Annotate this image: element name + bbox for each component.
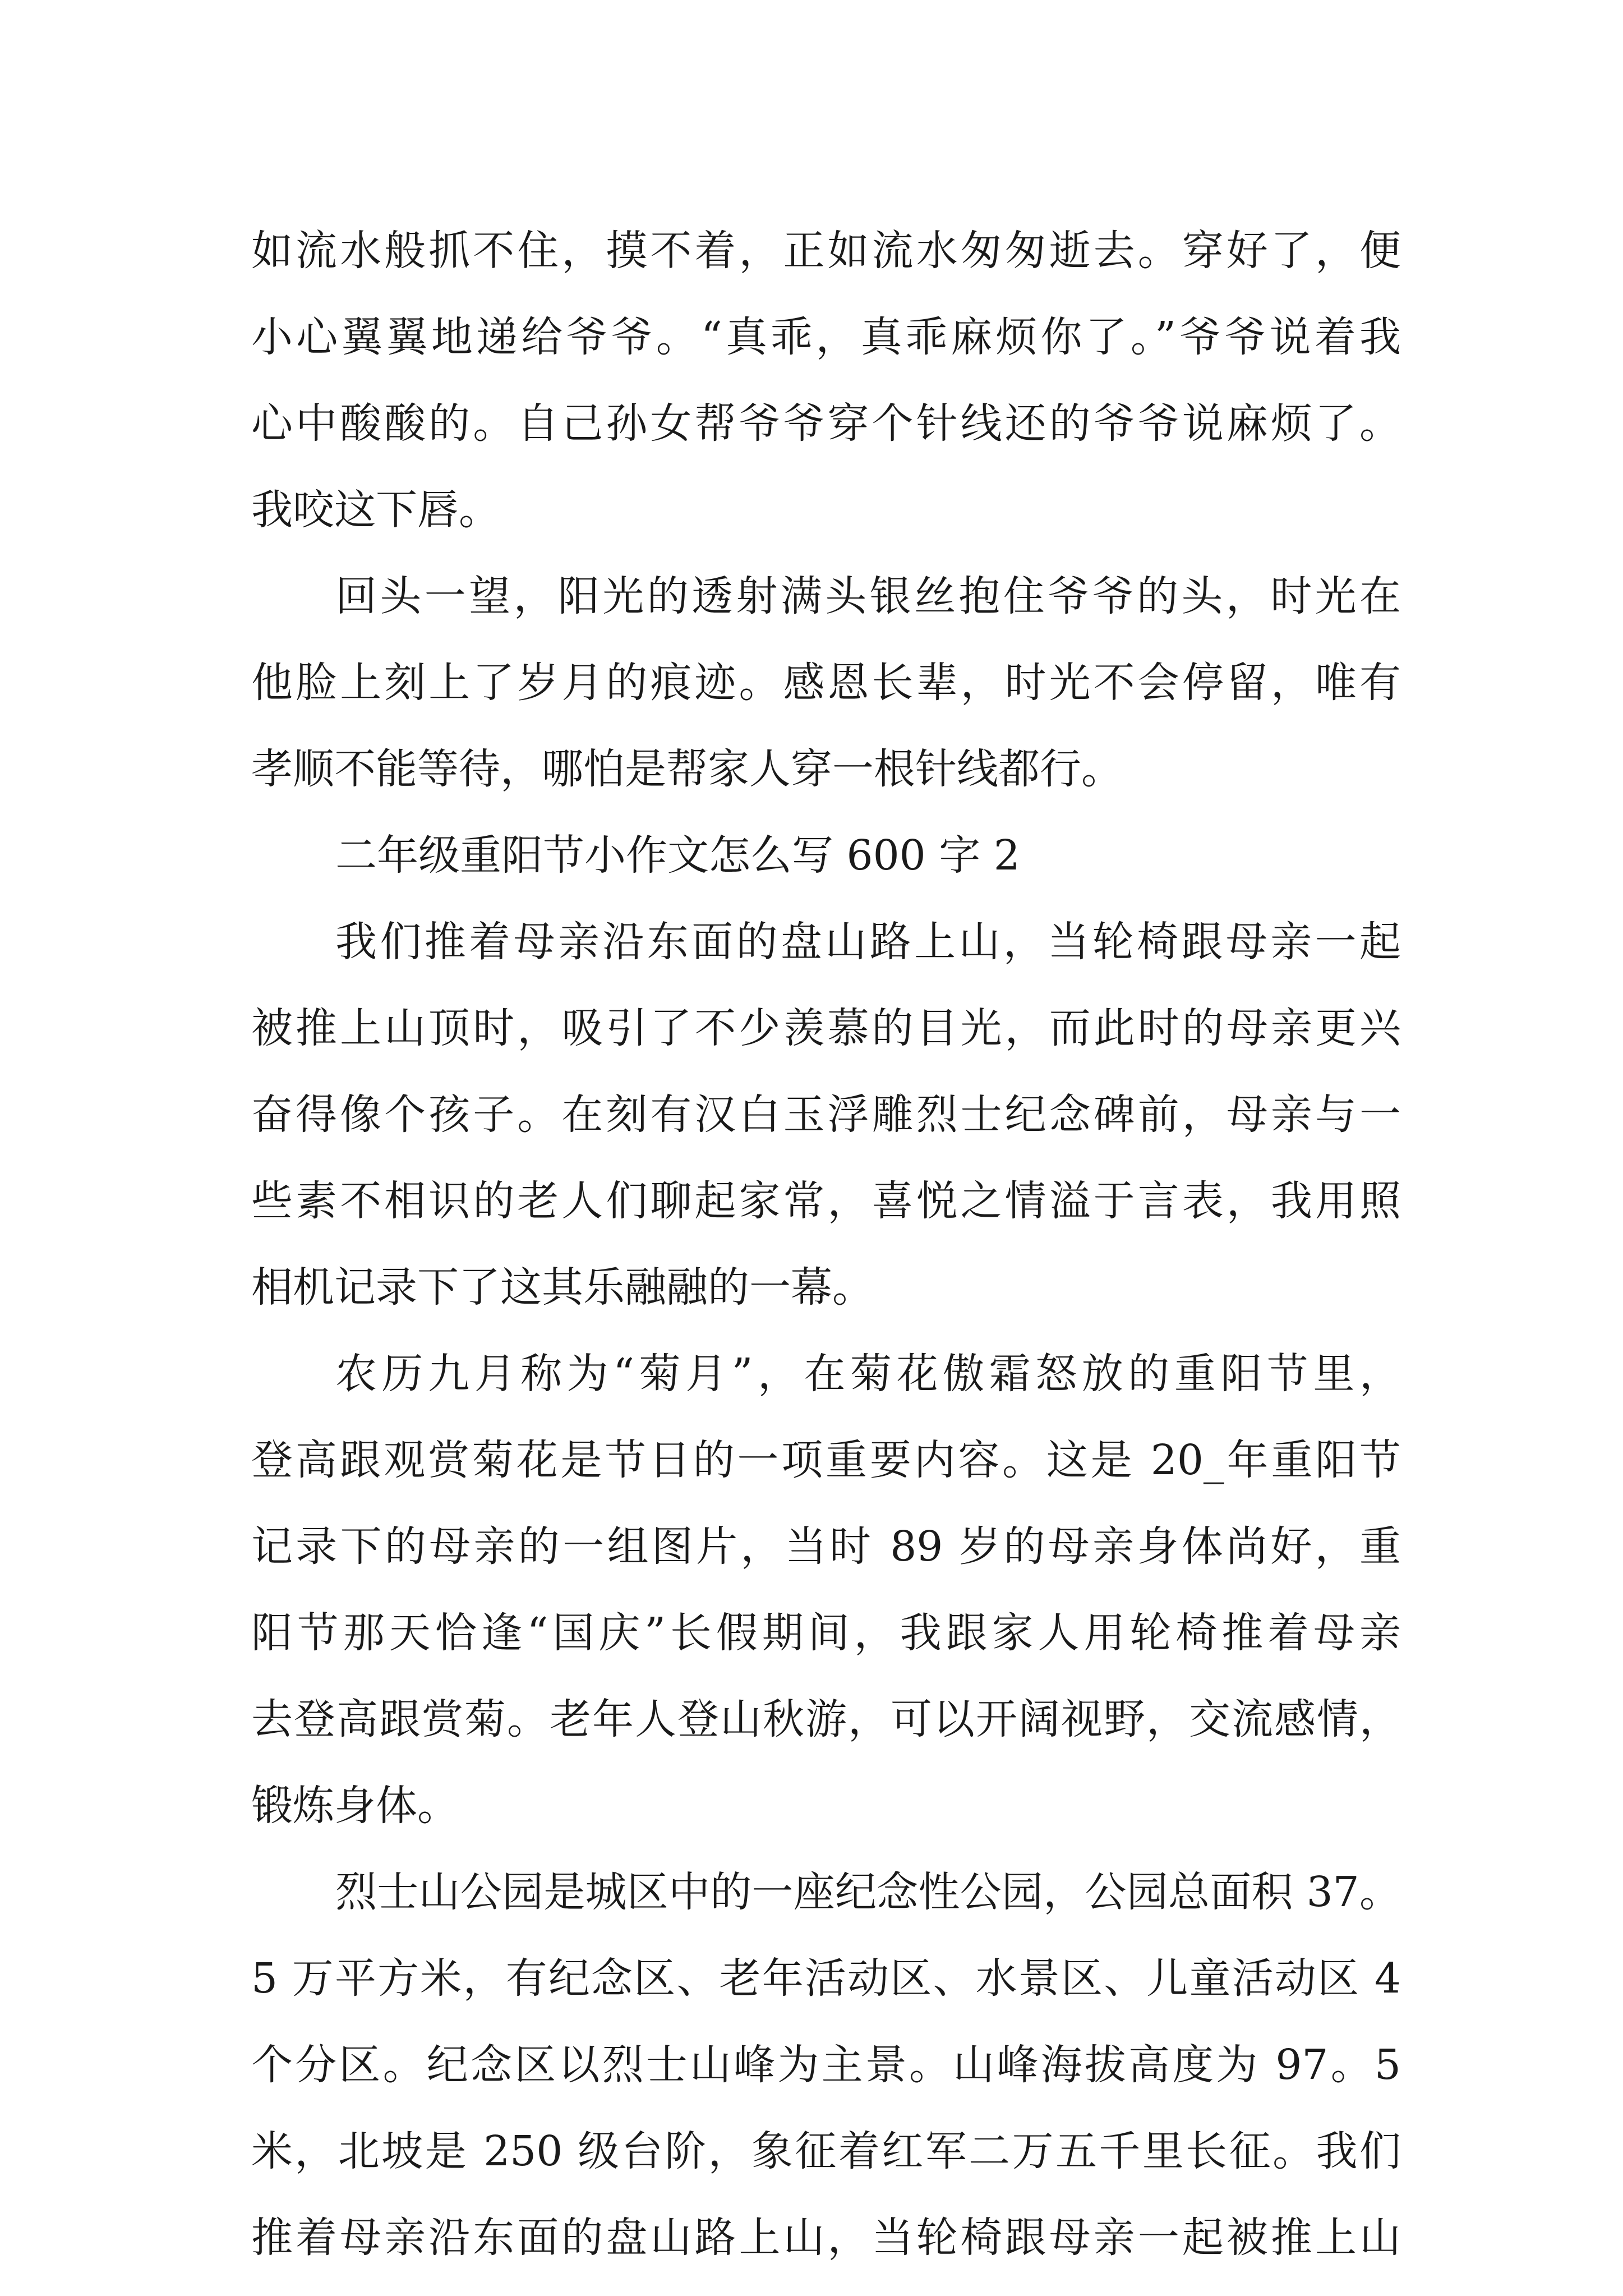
text-line: 被推上山顶时，吸引了不少羡慕的目光，而此时的母亲更兴 (251, 1004, 1401, 1052)
text-line: 他脸上刻上了岁月的痕迹。感恩长辈，时光不会停留，唯有 (251, 659, 1401, 707)
text-line: 奋得像个孩子。在刻有汉白玉浮雕烈士纪念碑前，母亲与一 (251, 1091, 1401, 1139)
text-line: 如流水般抓不住，摸不着，正如流水匆匆逝去。穿好了，便 (251, 227, 1401, 275)
text-line: 5 万平方米，有纪念区、老年活动区、水景区、儿童活动区 4 (251, 1954, 1401, 2003)
text-line: 推着母亲沿东面的盘山路上山，当轮椅跟母亲一起被推上山 (251, 2214, 1401, 2262)
text-line: 回头一望，阳光的透射满头银丝抱住爷爷的头，时光在 (335, 572, 1401, 620)
text-line: 阳节那天恰逢“国庆”长假期间，我跟家人用轮椅推着母亲 (251, 1609, 1401, 1657)
text-line: 个分区。纪念区以烈士山峰为主景。山峰海拔高度为 97。5 (251, 2041, 1401, 2089)
text-line: 孝顺不能等待，哪怕是帮家人穿一根针线都行。 (251, 745, 1123, 793)
text-line: 小心翼翼地递给爷爷。“真乖，真乖麻烦你了。”爷爷说着我 (251, 313, 1401, 361)
text-line: 记录下的母亲的一组图片，当时 89 岁的母亲身体尚好，重 (251, 1522, 1401, 1571)
section-heading: 二年级重阳节小作文怎么写 600 字 2 (335, 831, 1020, 880)
text-line: 去登高跟赏菊。老年人登山秋游，可以开阔视野，交流感情， (251, 1695, 1401, 1743)
text-line: 我咬这下唇。 (251, 486, 500, 534)
text-line: 些素不相识的老人们聊起家常，喜悦之情溢于言表，我用照 (251, 1177, 1401, 1225)
body-text (251, 208, 1401, 2281)
text-line: 农历九月称为“菊月”，在菊花傲霜怒放的重阳节里， (335, 1350, 1401, 1398)
text-line: 心中酸酸的。自己孙女帮爷爷穿个针线还的爷爷说麻烦了。 (251, 399, 1401, 448)
text-line: 登高跟观赏菊花是节日的一项重要内容。这是 20_年重阳节 (251, 1436, 1401, 1484)
text-line: 相机记录下了这其乐融融的一幕。 (251, 1263, 874, 1312)
text-line: 米，北坡是 250 级台阶，象征着红军二万五千里长征。我们 (251, 2127, 1401, 2175)
text-line: 烈士山公园是城区中的一座纪念性公园，公园总面积 37。 (335, 1868, 1401, 1916)
text-line: 我们推着母亲沿东面的盘山路上山，当轮椅跟母亲一起 (335, 918, 1401, 966)
text-line: 锻炼身体。 (251, 1782, 459, 1830)
